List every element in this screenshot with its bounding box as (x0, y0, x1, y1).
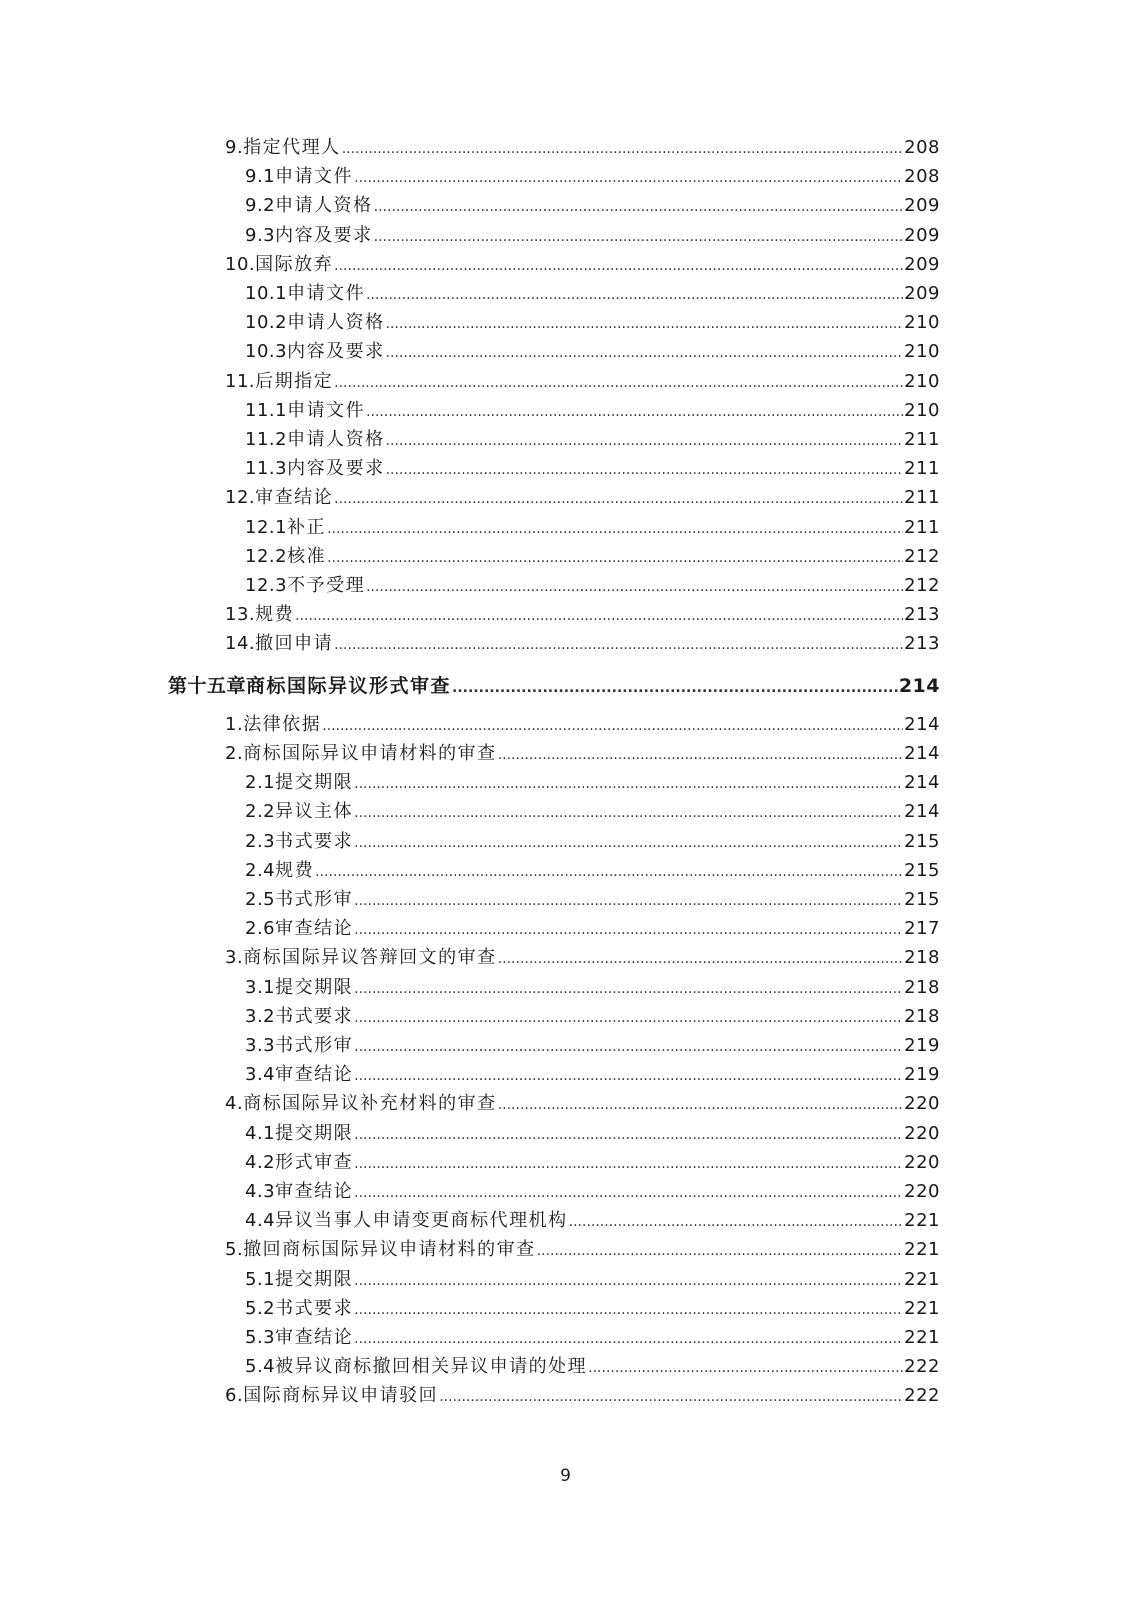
toc-entry-number: 12.3 (245, 575, 288, 596)
dot-leader (354, 1269, 903, 1293)
toc-entry-number: 5.4 (245, 1356, 276, 1378)
toc-entry-number: 9.1 (245, 166, 276, 188)
toc-entry-page: 222 (904, 1356, 940, 1378)
toc-entry-number: 3.1 (245, 976, 276, 998)
toc-entry-title: 商标国际异议答辩回文的审查 (243, 947, 497, 969)
toc-entry-number: 11.3 (245, 458, 288, 480)
toc-entry-number: 4.4 (245, 1210, 276, 1232)
dot-leader (439, 1385, 903, 1409)
dot-leader (354, 977, 903, 1001)
toc-entry-page: 210 (904, 312, 940, 334)
toc-entry[interactable] (245, 1180, 940, 1204)
toc-entry-title: 指定代理人 (243, 137, 341, 158)
toc-entry-number: 2. (225, 743, 244, 764)
toc-entry-number: 2.6 (245, 918, 276, 940)
toc-entry-title: 撤回商标国际异议申请材料的审查 (243, 1239, 536, 1261)
toc-entry-title: 提交期限 (275, 772, 354, 794)
toc-entry-title: 审查结论 (275, 918, 354, 940)
toc-entry[interactable] (225, 713, 940, 737)
toc-entry-number: 5.2 (245, 1297, 276, 1319)
toc-entry[interactable] (225, 632, 940, 656)
dot-leader (354, 801, 903, 825)
dot-leader (374, 225, 904, 249)
toc-entry-number: 第十五章 (168, 674, 247, 697)
toc-entry-number: 3.2 (245, 1005, 276, 1027)
dot-leader (315, 860, 903, 884)
toc-entry-number: 10.1 (245, 283, 288, 304)
toc-entry-number: 9.2 (245, 195, 276, 217)
toc-entry-title: 异议主体 (275, 801, 354, 823)
toc-entry-number: 14. (225, 633, 256, 655)
toc-entry[interactable] (225, 946, 940, 970)
toc-entry[interactable] (245, 800, 940, 824)
toc-entry[interactable] (245, 516, 940, 540)
page-number: 9 (560, 1466, 571, 1486)
dot-leader (354, 889, 903, 913)
dot-leader (386, 458, 904, 482)
toc-entry-page: 209 (904, 253, 940, 275)
toc-entry-title: 商标国际异议形式审查 (246, 674, 452, 697)
dot-leader (452, 676, 898, 700)
toc-entry-number: 3.3 (245, 1035, 276, 1056)
toc-entry-title: 内容及要求 (287, 458, 385, 480)
toc-entry-page: 209 (904, 283, 940, 304)
toc-entry[interactable] (245, 194, 940, 218)
dot-leader (322, 714, 903, 738)
dot-leader (354, 1035, 903, 1059)
toc-entry-title: 后期指定 (255, 370, 334, 392)
toc-entry[interactable] (245, 1297, 940, 1321)
toc-entry-page: 215 (904, 859, 940, 881)
toc-entry-page: 215 (904, 830, 940, 852)
toc-entry-page: 212 (904, 545, 940, 567)
dot-leader (354, 1327, 903, 1351)
toc-entry-page: 212 (904, 575, 940, 596)
toc-entry-page: 221 (904, 1268, 940, 1290)
dot-leader (386, 341, 904, 365)
toc-entry[interactable] (245, 1209, 940, 1233)
toc-entry-title: 书式形审 (275, 889, 354, 910)
toc-entry-title: 国际放弃 (255, 253, 334, 275)
dot-leader (334, 487, 903, 511)
toc-entry[interactable] (225, 486, 940, 510)
toc-entry[interactable] (245, 165, 940, 189)
toc-entry[interactable] (245, 545, 940, 569)
toc-chapter-entry[interactable] (168, 674, 940, 698)
dot-leader (374, 195, 904, 219)
toc-entry-page: 214 (904, 713, 940, 735)
toc-entry[interactable] (245, 340, 940, 364)
toc-entry[interactable] (245, 1034, 940, 1058)
toc-entry[interactable] (245, 574, 940, 598)
toc-entry-page: 218 (904, 947, 940, 969)
toc-entry-page: 208 (904, 137, 940, 158)
toc-entry-title: 规费 (255, 604, 295, 626)
toc-entry[interactable] (245, 1151, 940, 1175)
toc-entry-title: 申请人资格 (287, 312, 385, 334)
toc-entry[interactable] (225, 603, 940, 627)
toc-entry-title: 国际商标异议申请驳回 (243, 1385, 439, 1407)
toc-entry-title: 申请文件 (275, 166, 354, 188)
toc-entry-number: 2.1 (245, 772, 276, 794)
toc-entry[interactable] (245, 1355, 940, 1379)
dot-leader (334, 633, 903, 657)
dot-leader (588, 1356, 903, 1380)
toc-entry-page: 221 (904, 1297, 940, 1319)
toc-entry-number: 12.2 (245, 545, 288, 567)
toc-entry-page: 222 (904, 1385, 940, 1407)
toc-entry-page: 210 (904, 370, 940, 392)
dot-leader (354, 1181, 903, 1205)
toc-entry-title: 规费 (275, 859, 315, 881)
dot-leader (354, 1006, 903, 1030)
toc-entry-number: 2.3 (245, 830, 276, 852)
toc-entry-page: 214 (904, 743, 940, 764)
toc-entry-page: 211 (904, 487, 940, 509)
toc-entry[interactable] (225, 136, 940, 160)
toc-entry-title: 书式要求 (275, 830, 354, 852)
toc-entry[interactable] (245, 1268, 940, 1292)
toc-entry-title: 撤回申请 (255, 633, 334, 655)
toc-entry-number: 10. (225, 253, 256, 275)
toc-entry-number: 5. (225, 1239, 244, 1261)
toc-entry-title: 核准 (287, 545, 327, 567)
toc-entry-title: 被异议商标撤回相关异议申请的处理 (275, 1356, 588, 1378)
toc-entry-title: 商标国际异议申请材料的审查 (243, 743, 497, 764)
dot-leader (498, 947, 903, 971)
toc-entry-number: 10.2 (245, 312, 288, 334)
toc-entry[interactable] (225, 1238, 940, 1262)
toc-entry-number: 10.3 (245, 341, 288, 363)
dot-leader (537, 1239, 903, 1263)
toc-entry-title: 内容及要求 (287, 341, 385, 363)
dot-leader (354, 831, 903, 855)
toc-entry-title: 审查结论 (275, 1064, 354, 1086)
toc-entry[interactable] (245, 224, 940, 248)
toc-entry-title: 商标国际异议补充材料的审查 (243, 1093, 497, 1115)
toc-entry-number: 2.2 (245, 801, 276, 823)
dot-leader (386, 312, 904, 336)
toc-entry-title: 补正 (287, 516, 327, 538)
toc-entry-title: 书式要求 (275, 1297, 354, 1319)
dot-leader (354, 1152, 903, 1176)
dot-leader (366, 400, 903, 424)
toc-entry-page: 217 (904, 918, 940, 940)
toc-entry-page: 208 (904, 166, 940, 188)
toc-entry-number: 2.4 (245, 859, 276, 881)
toc-entry[interactable] (225, 253, 940, 277)
dot-leader (366, 283, 903, 307)
toc-entry-number: 3.4 (245, 1064, 276, 1086)
toc-entry-title: 申请人资格 (287, 429, 385, 450)
toc-entry-page: 220 (904, 1151, 940, 1173)
toc-entry-title: 审查结论 (255, 487, 334, 509)
toc-entry-title: 提交期限 (275, 1122, 354, 1144)
toc-entry-number: 5.3 (245, 1327, 276, 1348)
toc-entry[interactable] (245, 859, 940, 883)
dot-leader (354, 1298, 903, 1322)
toc-entry[interactable] (245, 399, 940, 423)
toc-entry-number: 13. (225, 604, 256, 626)
toc-entry-page: 215 (904, 889, 940, 910)
toc-entry-number: 6. (225, 1385, 244, 1407)
dot-leader (386, 429, 904, 453)
toc-entry[interactable] (245, 888, 940, 912)
toc-entry-page: 218 (904, 1005, 940, 1027)
toc-entry[interactable] (245, 311, 940, 335)
toc-entry-number: 1. (225, 713, 244, 735)
toc-entry-page: 221 (904, 1210, 940, 1232)
toc-entry-title: 提交期限 (275, 1268, 354, 1290)
toc-entry-page: 219 (904, 1064, 940, 1086)
dot-leader (327, 546, 903, 570)
toc-entry-number: 11. (225, 370, 256, 392)
toc-entry-page: 220 (904, 1122, 940, 1144)
toc-entry-page: 221 (904, 1327, 940, 1348)
toc-entry-title: 异议当事人申请变更商标代理机构 (275, 1210, 568, 1232)
toc-entry[interactable] (245, 771, 940, 795)
dot-leader (334, 254, 903, 278)
dot-leader (354, 918, 903, 942)
toc-entry[interactable] (225, 370, 940, 394)
dot-leader (334, 371, 903, 395)
toc-entry-page: 214 (904, 801, 940, 823)
toc-entry[interactable] (225, 1092, 940, 1116)
dot-leader (354, 772, 903, 796)
toc-entry-page: 211 (904, 429, 940, 450)
dot-leader (569, 1210, 904, 1234)
toc-entry[interactable] (245, 282, 940, 306)
toc-entry-page: 214 (898, 674, 940, 697)
toc-entry-title: 法律依据 (243, 713, 322, 735)
toc-entry[interactable] (245, 830, 940, 854)
toc-entry[interactable] (245, 1122, 940, 1146)
toc-entry[interactable] (225, 1384, 940, 1408)
toc-entry-number: 3. (225, 947, 244, 969)
toc-entry-number: 11.1 (245, 399, 288, 421)
toc-entry-number: 4.2 (245, 1151, 276, 1173)
dot-leader (295, 604, 903, 628)
toc-entry[interactable] (245, 1326, 940, 1350)
toc-entry[interactable] (245, 976, 940, 1000)
toc-entry-title: 书式形审 (275, 1035, 354, 1056)
toc-entry-title: 申请文件 (287, 399, 366, 421)
toc-entry-number: 4. (225, 1093, 244, 1115)
toc-entry-page: 213 (904, 633, 940, 655)
toc-entry-number: 2.5 (245, 889, 276, 910)
toc-entry-title: 内容及要求 (275, 224, 373, 246)
toc-entry-number: 11.2 (245, 429, 288, 450)
toc-entry-title: 申请文件 (287, 283, 366, 304)
toc-entry[interactable] (225, 742, 940, 766)
toc-entry[interactable] (245, 1063, 940, 1087)
toc-entry[interactable] (245, 917, 940, 941)
toc-entry-number: 9.3 (245, 224, 276, 246)
dot-leader (354, 1064, 903, 1088)
toc-entry-number: 4.1 (245, 1122, 276, 1144)
dot-leader (366, 575, 903, 599)
toc-entry-title: 审查结论 (275, 1181, 354, 1202)
dot-leader (498, 1093, 903, 1117)
toc-entry-number: 12. (225, 487, 256, 509)
dot-leader (354, 166, 903, 190)
toc-entry-page: 211 (904, 516, 940, 538)
toc-entry-page: 218 (904, 976, 940, 998)
toc-entry-page: 221 (904, 1239, 940, 1261)
toc-entry-page: 211 (904, 458, 940, 480)
toc-entry-page: 214 (904, 772, 940, 794)
dot-leader (327, 517, 903, 541)
toc-entry[interactable] (245, 1005, 940, 1029)
toc-entry-page: 219 (904, 1035, 940, 1056)
toc-entry[interactable] (245, 428, 940, 452)
toc-entry-page: 209 (904, 195, 940, 217)
toc-entry-page: 220 (904, 1093, 940, 1115)
toc-entry-number: 9. (225, 137, 244, 158)
dot-leader (342, 137, 903, 161)
toc-entry-title: 不予受理 (287, 575, 366, 596)
toc-entry-number: 4.3 (245, 1181, 276, 1202)
toc-entry[interactable] (245, 457, 940, 481)
toc-entry-page: 209 (904, 224, 940, 246)
toc-entry-page: 213 (904, 604, 940, 626)
toc-entry-number: 12.1 (245, 516, 288, 538)
dot-leader (498, 743, 903, 767)
toc-entry-page: 210 (904, 399, 940, 421)
toc-entry-number: 5.1 (245, 1268, 276, 1290)
toc-entry-title: 提交期限 (275, 976, 354, 998)
toc-entry-page: 220 (904, 1181, 940, 1202)
toc-entry-title: 形式审查 (275, 1151, 354, 1173)
toc-entry-title: 申请人资格 (275, 195, 373, 217)
toc-entry-title: 审查结论 (275, 1327, 354, 1348)
toc-entry-title: 书式要求 (275, 1005, 354, 1027)
toc-entry-page: 210 (904, 341, 940, 363)
dot-leader (354, 1123, 903, 1147)
